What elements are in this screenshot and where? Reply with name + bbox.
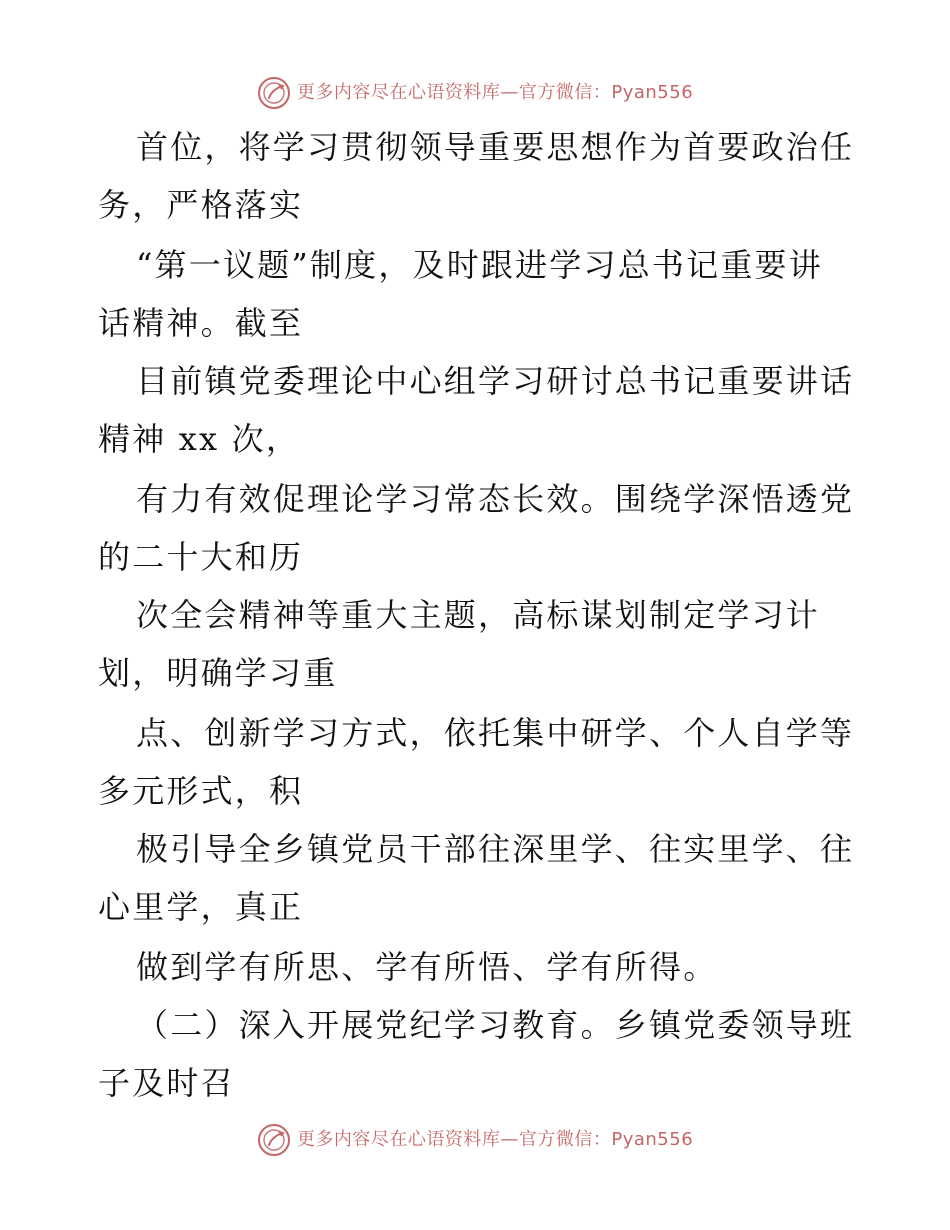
watermark-bottom bbox=[0, 1120, 950, 1160]
paragraph-line: 点、创新学习方式，依托集中研学、个人自学等 bbox=[136, 714, 855, 752]
watermark-text: 更多内容尽在心语资料库—官方微信：Pyan556 bbox=[296, 82, 694, 103]
paragraph-line: 做到学有所思、学有所悟、学有所得。 bbox=[136, 948, 718, 986]
paragraph-line: 有力有效促理论学习常态长效。围绕学深悟透党 bbox=[136, 480, 855, 518]
paragraph-line: 话精神。截至 bbox=[98, 304, 304, 342]
seal-icon bbox=[257, 1123, 291, 1157]
watermark-text: 更多内容尽在心语资料库—官方微信：Pyan556 bbox=[296, 1129, 694, 1150]
paragraph-line: 的二十大和历 bbox=[98, 538, 304, 576]
paragraph-line: 划，明确学习重 bbox=[98, 654, 338, 692]
paragraph-line: 子及时召 bbox=[98, 1064, 235, 1102]
paragraph-line: 次全会精神等重大主题，高标谋划制定学习计 bbox=[136, 596, 821, 634]
paragraph-line: 务，严格落实 bbox=[98, 186, 304, 224]
paragraph-line: 目前镇党委理论中心组学习研讨总书记重要讲话 bbox=[136, 362, 855, 400]
paragraph-line: 多元形式，积 bbox=[98, 772, 304, 810]
paragraph-line: 极引导全乡镇党员干部往深里学、往实里学、往 bbox=[136, 830, 855, 868]
paragraph-line: 精神 xx 次， bbox=[98, 420, 301, 458]
paragraph-line: （二）深入开展党纪学习教育。乡镇党委领导班 bbox=[136, 1006, 855, 1044]
paragraph-line: 首位，将学习贯彻领导重要思想作为首要政治任 bbox=[136, 128, 855, 166]
paragraph-line: “第一议题”制度，及时跟进学习总书记重要讲 bbox=[136, 246, 823, 284]
paragraph-line: 心里学，真正 bbox=[98, 888, 304, 926]
